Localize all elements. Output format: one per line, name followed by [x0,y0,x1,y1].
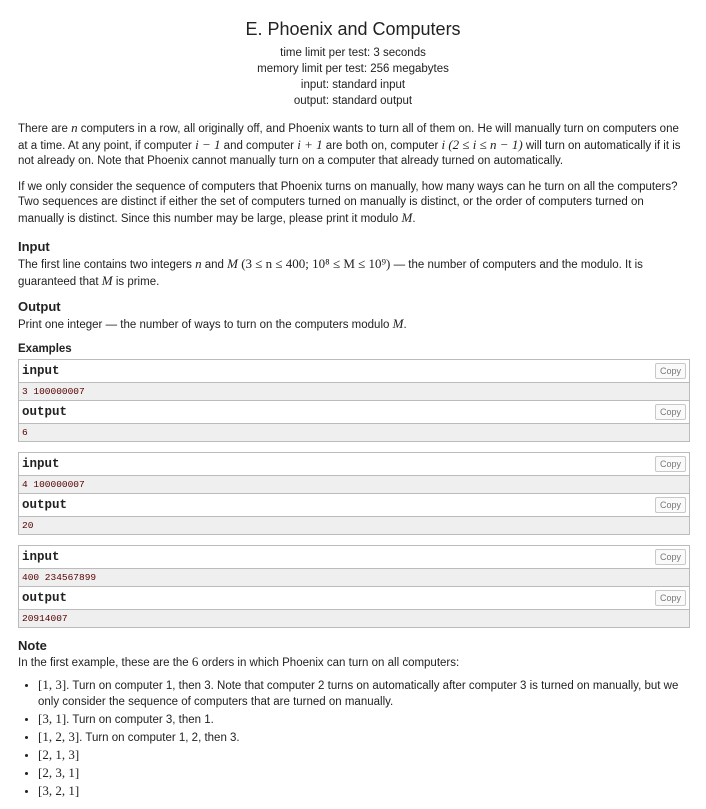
statement-text: computers in a row, all originally off, and Phoenix wants to turn all of them on. He will manually turn on computers one at a time. At any point, if computer [18,123,679,152]
math-M: M [401,210,413,225]
note-title: Note [18,638,47,653]
math-i: i [441,137,446,152]
output-file: output: standard output [293,95,413,107]
statement-text: There are [18,123,68,135]
output-text: . [403,319,407,331]
example-2 [18,452,690,535]
copy-output-button[interactable]: Copy [655,497,686,513]
example-output-header [19,401,689,424]
note-item-text: . Turn on computer 1, then 3. Note that computer 2 turns on automatically after computer 3 is turned on manually, but we only consider the sequence of computers that are turned on manually. [38,680,679,708]
math-n: n [71,120,78,135]
problem-header [0,0,706,109]
math-range-i: (2 ≤ i ≤ n − 1) [448,137,523,152]
list-item [38,765,690,782]
statement-text: are both on, computer [325,140,439,152]
list-item [38,677,690,710]
note-text: orders in which Phoenix can turn on all computers: [201,657,460,669]
note-sequence: [3, 1] [38,711,67,726]
input-text: The first line contains two integers [18,259,192,271]
math-i-plus-1: i + 1 [297,137,323,152]
note-item-text: . Turn on computer 3, then 1. [66,714,214,726]
example-1 [18,359,690,442]
example-input-header [19,453,689,476]
memory-limit: memory limit per test: 256 megabytes [257,63,449,75]
problem-content [18,120,690,801]
note-intro [18,654,690,671]
statement-text: If we only consider the sequence of computers that Phoenix turns on manually, how many ways can he turn on all the computers? Two sequences are distinct if either the set of computers turned on manually is distinct, or the order of computers turned on manually is distinct. Since this number may be large, please print it modulo [18,181,678,225]
note-sequence: [2, 1, 3] [38,747,80,762]
example-3 [18,545,690,628]
list-item [38,747,690,764]
math-M: M [101,273,113,288]
note-text: In the first example, these are the [18,657,189,669]
time-limit: time limit per test: 3 seconds [280,47,426,59]
example-output-header [19,494,689,517]
input-section-text [18,256,690,290]
example-input-value: 4 100000007 [19,476,689,494]
note-list [18,677,690,800]
output-text: Print one integer — the number of ways to turn on the computers modulo [18,319,390,331]
math-six: 6 [191,654,199,669]
statement-text: . [412,213,416,225]
math-n: n [195,256,202,271]
statement-text: will turn on automatically if it is not already on. Note that Phoenix cannot manually turn on a computer that already turned on automatically. [18,140,681,167]
math-i-minus-1: i − 1 [195,137,221,152]
list-item [38,783,690,800]
input-text: — the number of computers and the modulo. It is guaranteed that [18,259,643,288]
copy-input-button[interactable]: Copy [655,456,686,472]
examples-title: Examples [18,343,72,355]
note-sequence: [1, 3] [38,677,67,692]
input-file: input: standard input [300,79,406,91]
statement-paragraph-1 [18,120,690,169]
input-text: is prime. [115,276,160,288]
example-input-header [19,546,689,569]
example-output-label: output [22,498,68,512]
example-input-value: 3 100000007 [19,383,689,401]
copy-output-button[interactable]: Copy [655,590,686,606]
example-input-label: input [22,550,60,564]
note-sequence: [1, 2, 3] [38,729,80,744]
math-constraints: (3 ≤ n ≤ 400; 10⁸ ≤ M ≤ 10⁹) [241,256,391,271]
list-item [38,711,690,728]
statement-text: and computer [223,140,294,152]
output-section-text [18,316,690,333]
example-output-header [19,587,689,610]
statement-paragraph-2 [18,180,690,227]
note-sequence: [2, 3, 1] [38,765,80,780]
example-input-value: 400 234567899 [19,569,689,587]
example-output-value: 20914007 [19,610,689,627]
input-section-title: Input [18,239,50,254]
output-section-title: Output [18,299,61,314]
problem-title: E. Phoenix and Computers [245,19,461,39]
example-output-value: 6 [19,424,689,441]
example-output-label: output [22,405,68,419]
input-section [18,239,690,290]
copy-output-button[interactable]: Copy [655,404,686,420]
math-M: M [392,316,404,331]
example-input-header [19,360,689,383]
example-output-label: output [22,591,68,605]
math-M: M [227,256,238,271]
example-output-value: 20 [19,517,689,534]
note-sequence: [3, 2, 1] [38,783,80,798]
output-section [18,299,690,333]
copy-input-button[interactable]: Copy [655,549,686,565]
example-input-label: input [22,457,60,471]
input-text: and [204,259,224,271]
list-item [38,729,690,746]
copy-input-button[interactable]: Copy [655,363,686,379]
example-input-label: input [22,364,60,378]
note-item-text: . Turn on computer 1, 2, then 3. [79,732,240,744]
